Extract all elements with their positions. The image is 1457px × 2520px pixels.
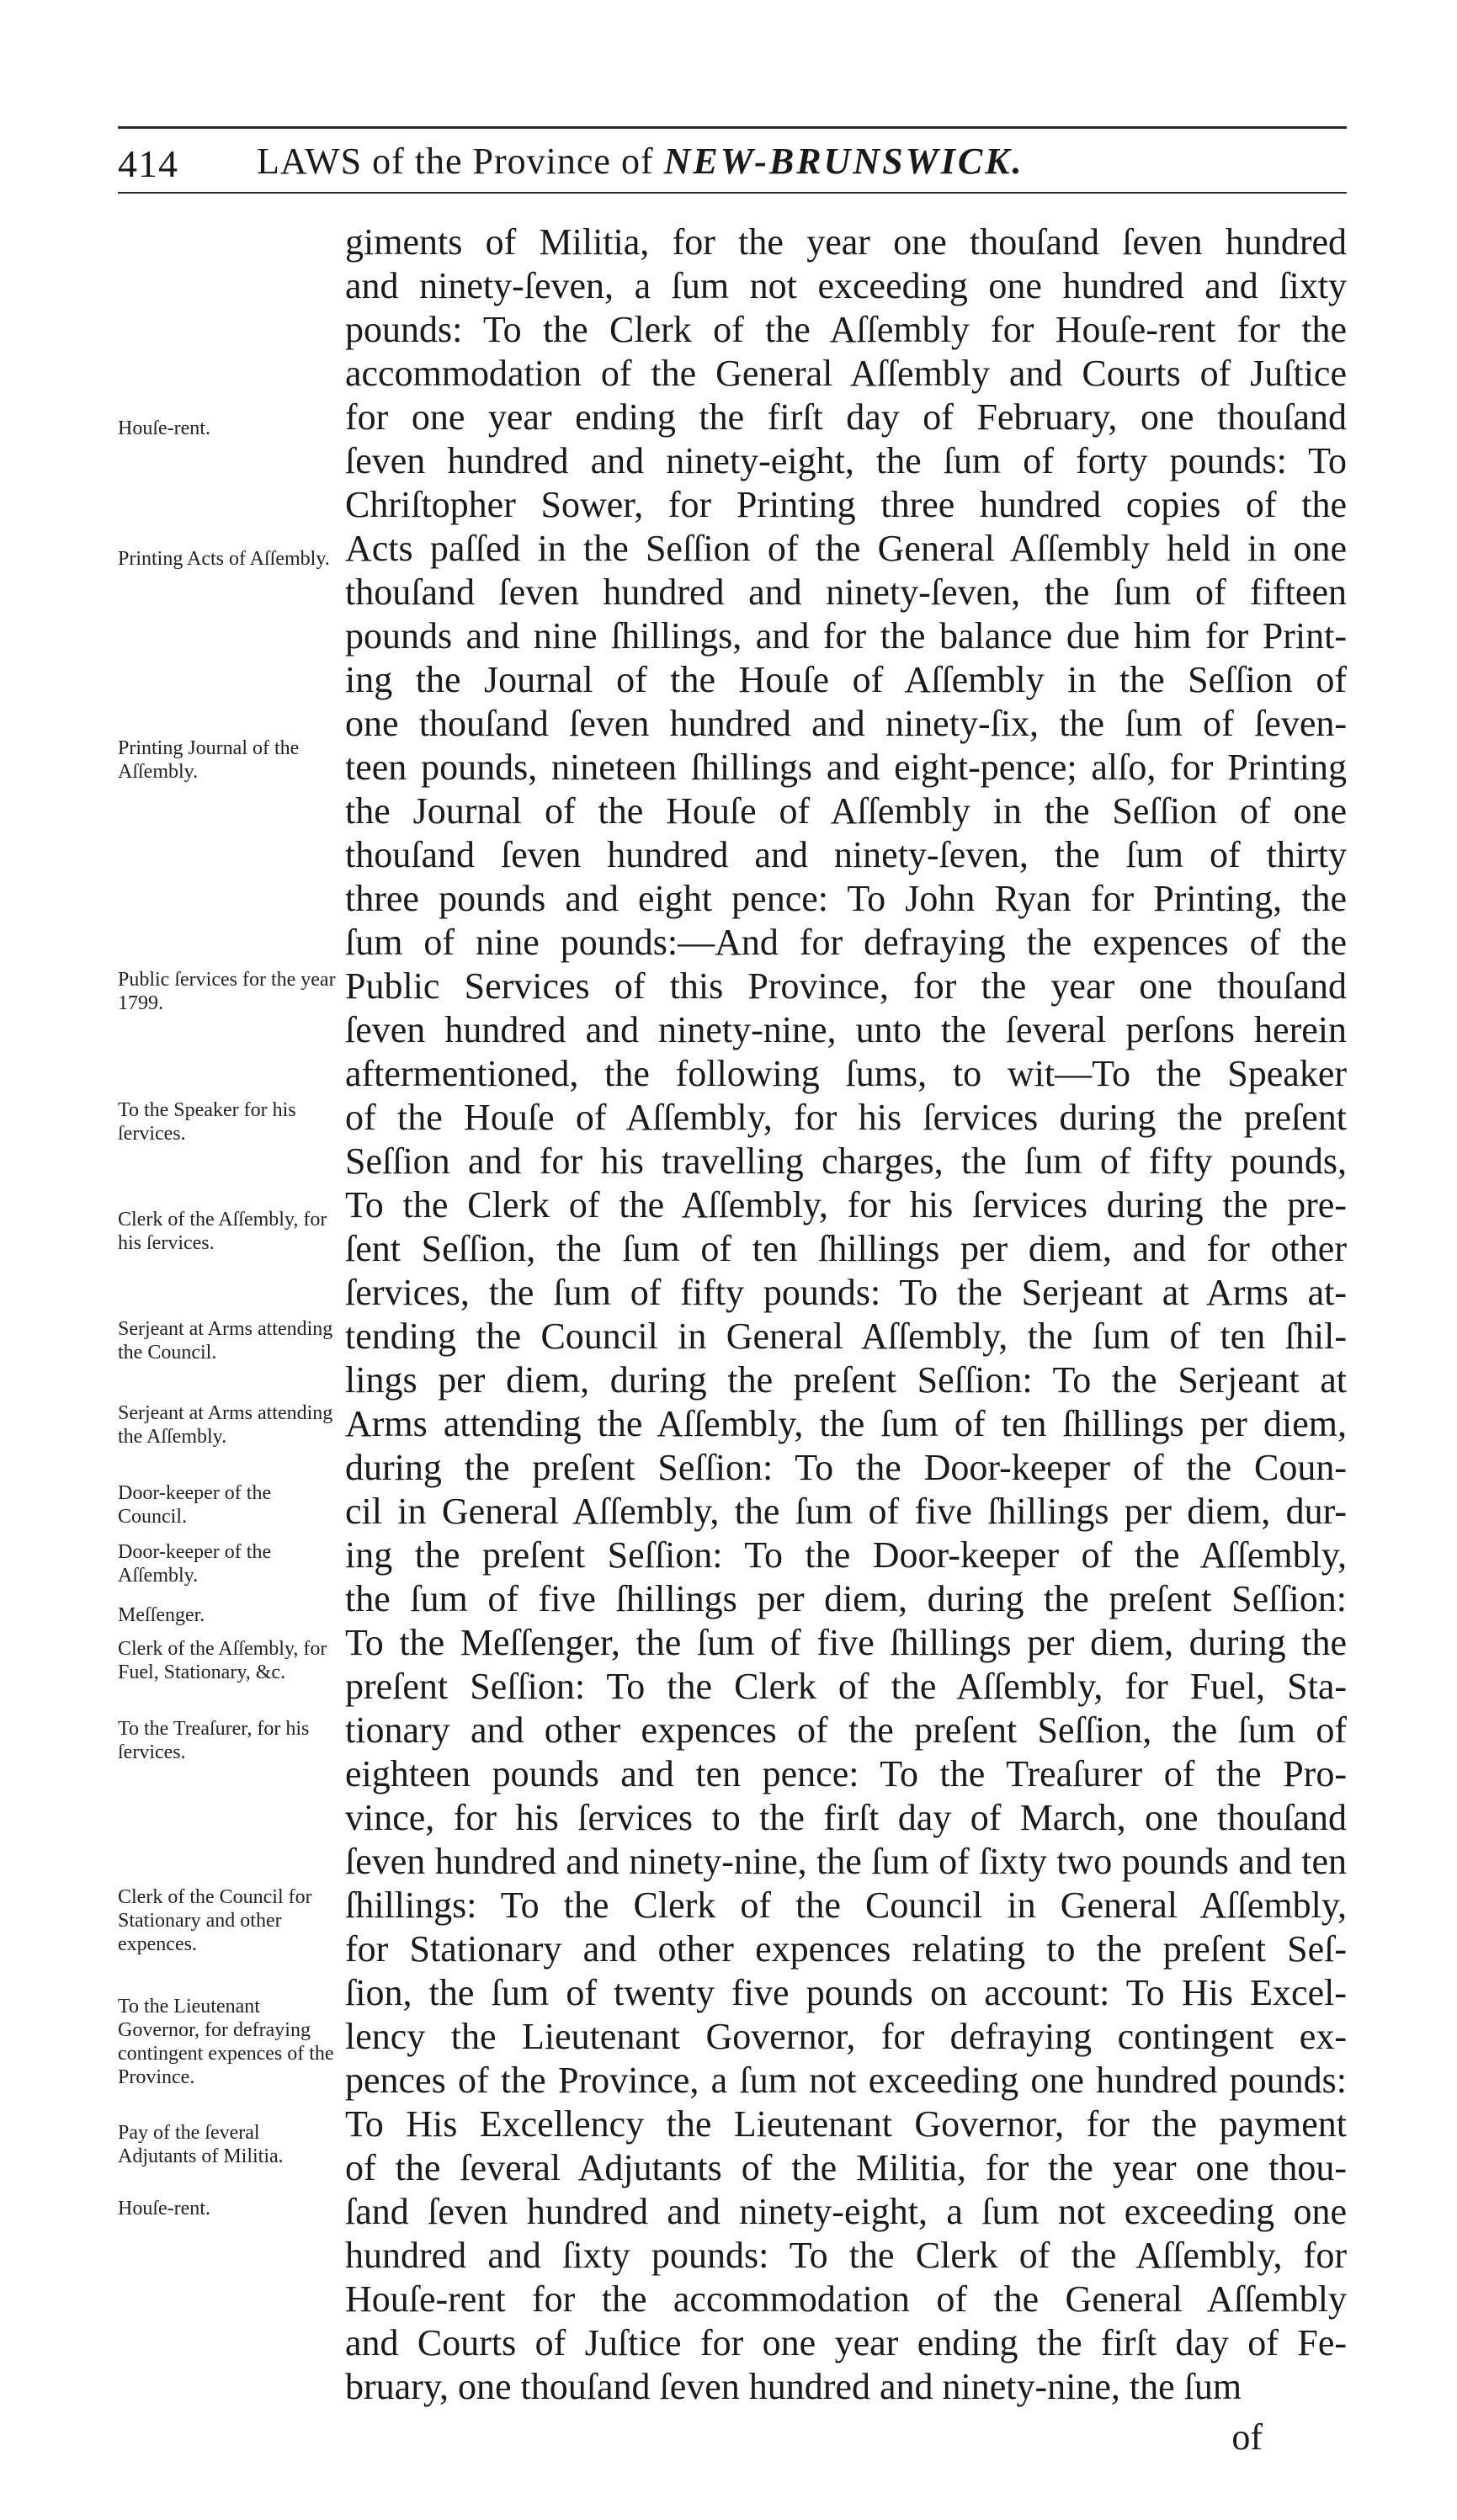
- margin-note: Clerk of the Aſſembly, for his ſervices.: [118, 1209, 327, 1254]
- margin-note: Door-keeper of the Aſſembly.: [118, 1541, 272, 1587]
- body-line: lency the Lieutenant Governor, for defraying contingent ex-: [345, 2016, 1347, 2057]
- body-line: for one year ending the firſt day of February, one thouſand: [345, 396, 1347, 438]
- margin-note: Houſe-rent.: [118, 417, 210, 439]
- body-line: ſion, the ſum of twenty five pounds on account: To His Excel-: [345, 1972, 1347, 2013]
- body-line: tionary and other expences of the preſent Seſſion, the ſum of: [345, 1709, 1347, 1751]
- body-line: ing the preſent Seſſion: To the Door-keeper of the Aſſembly,: [345, 1534, 1347, 1576]
- body-line: hundred and ſixty pounds: To the Clerk of the Aſſembly, for: [345, 2235, 1347, 2276]
- body-line: eighteen pounds and ten pence: To the Treaſurer of the Pro-: [345, 1753, 1347, 1794]
- body-line: bruary, one thouſand ſeven hundred and ninety-nine, the ſum: [345, 2366, 1242, 2407]
- body-line: ſeven hundred and ninety-nine, the ſum of ſixty two pounds and ten: [345, 1841, 1347, 1882]
- body-line: Arms attending the Aſſembly, the ſum of ten ſhillings per diem,: [345, 1403, 1347, 1444]
- body-line: and Courts of Juſtice for one year ending the firſt day of Fe-: [345, 2322, 1347, 2363]
- body-line: Public Services of this Province, for the year one thouſand: [345, 965, 1347, 1007]
- body-line: lings per diem, during the preſent Seſſion: To the Serjeant at: [345, 1359, 1347, 1401]
- body-line: ing the Journal of the Houſe of Aſſembly in the Seſſion of: [345, 659, 1347, 700]
- margin-note: Printing Acts of Aſſembly.: [118, 548, 330, 570]
- body-line: Houſe-rent for the accommodation of the General Aſſembly: [345, 2278, 1347, 2320]
- catchword: of: [1231, 2416, 1263, 2458]
- margin-note: To the Lieutenant Governor, for defraying contingent expences of the Province.: [118, 1996, 334, 2088]
- body-line: preſent Seſſion: To the Clerk of the Aſſembly, for Fuel, Sta-: [345, 1666, 1347, 1707]
- body-line: pounds and nine ſhillings, and for the balance due him for Print-: [345, 615, 1347, 657]
- body-line: for Stationary and other expences relating to the preſent Seſ-: [345, 1928, 1347, 1970]
- margin-note: Clerk of the Council for Stationary and other expences.: [118, 1886, 312, 1955]
- body-line: and ninety-ſeven, a ſum not exceeding one hundred and ſixty: [345, 265, 1347, 306]
- body-line: tending the Council in General Aſſembly, the ſum of ten ſhil-: [345, 1316, 1347, 1357]
- margin-note: Serjeant at Arms attending the Council.: [118, 1318, 333, 1364]
- body-line: aftermentioned, the following ſums, to wit—To the Speaker: [345, 1053, 1347, 1094]
- body-line: ſhillings: To the Clerk of the Council in General Aſſembly,: [345, 1885, 1347, 1926]
- body-line: the ſum of five ſhillings per diem, during the preſent Seſſion:: [345, 1578, 1347, 1619]
- margin-note: To the Speaker for his ſervices.: [118, 1099, 296, 1145]
- running-title-province: NEW-BRUNSWICK.: [663, 141, 1024, 182]
- body-line: ſervices, the ſum of fifty pounds: To the Serjeant at Arms at-: [345, 1272, 1347, 1313]
- body-line: three pounds and eight pence: To John Ryan for Printing, the: [345, 878, 1347, 919]
- body-line: during the preſent Seſſion: To the Door-keeper of the Coun-: [345, 1447, 1347, 1488]
- margin-note: Public ſervices for the year 1799.: [118, 969, 336, 1014]
- body-line: vince, for his ſervices to the firſt day of March, one thouſand: [345, 1797, 1347, 1838]
- body-line: To His Excellency the Lieutenant Governor, for the payment: [345, 2103, 1347, 2145]
- body-line: of the Houſe of Aſſembly, for his ſervices during the preſent: [345, 1097, 1347, 1138]
- margin-notes: [118, 0, 341, 2520]
- body-line: the Journal of the Houſe of Aſſembly in the Seſſion of one: [345, 790, 1347, 832]
- body-line: Seſſion and for his travelling charges, the ſum of fifty pounds,: [345, 1140, 1347, 1182]
- body-line: pences of the Province, a ſum not exceeding one hundred pounds:: [345, 2060, 1347, 2101]
- body-line: accommodation of the General Aſſembly and Courts of Juſtice: [345, 353, 1347, 394]
- body-line: To the Clerk of the Aſſembly, for his ſervices during the pre-: [345, 1184, 1347, 1225]
- body-line: giments of Militia, for the year one thouſand ſeven hundred: [345, 221, 1347, 263]
- body-line: To the Meſſenger, the ſum of five ſhillings per diem, during the: [345, 1622, 1347, 1663]
- margin-note: Door-keeper of the Council.: [118, 1482, 272, 1528]
- body-line: of the ſeveral Adjutants of the Militia, for the year one thou-: [345, 2147, 1347, 2188]
- body-line: pounds: To the Clerk of the Aſſembly for Houſe-rent for the: [345, 309, 1347, 350]
- body-line: one thouſand ſeven hundred and ninety-ſix, the ſum of ſeven-: [345, 703, 1347, 744]
- margin-note: Houſe-rent.: [118, 2198, 210, 2220]
- margin-note: Pay of the ſeveral Adjutants of Militia.: [118, 2122, 284, 2167]
- body-line: ſand ſeven hundred and ninety-eight, a ſum not exceeding one: [345, 2191, 1347, 2232]
- margin-note: Clerk of the Aſſembly, for Fuel, Stationary, &c.: [118, 1638, 327, 1683]
- body-line: ſent Seſſion, the ſum of ten ſhillings per diem, and for other: [345, 1228, 1347, 1269]
- body-text: [345, 0, 1355, 2520]
- margin-note: To the Treaſurer, for his ſervices.: [118, 1718, 310, 1763]
- body-line: ſeven hundred and ninety-eight, the ſum of forty pounds: To: [345, 440, 1347, 481]
- margin-note: Meſſenger.: [118, 1604, 205, 1626]
- body-line: Chriſtopher Sower, for Printing three hundred copies of the: [345, 484, 1347, 525]
- page-number: 414: [118, 142, 178, 185]
- body-line: thouſand ſeven hundred and ninety-ſeven, the ſum of thirty: [345, 834, 1347, 875]
- running-title-prefix: LAWS of the Province of: [257, 141, 664, 182]
- margin-note: Serjeant at Arms attending the Aſſembly.: [118, 1402, 333, 1448]
- margin-note: Printing Journal of the Aſſembly.: [118, 737, 300, 783]
- body-line: teen pounds, nineteen ſhillings and eight-pence; alſo, for Printing: [345, 747, 1347, 788]
- body-line: ſeven hundred and ninety-nine, unto the ſeveral perſons herein: [345, 1009, 1347, 1050]
- body-line: ſum of nine pounds:—And for defraying the expences of the: [345, 922, 1347, 963]
- body-line: cil in General Aſſembly, the ſum of five ſhillings per diem, dur-: [345, 1491, 1347, 1532]
- body-line: thouſand ſeven hundred and ninety-ſeven, the ſum of fifteen: [345, 572, 1347, 613]
- body-line: Acts paſſed in the Seſſion of the General Aſſembly held in one: [345, 528, 1347, 569]
